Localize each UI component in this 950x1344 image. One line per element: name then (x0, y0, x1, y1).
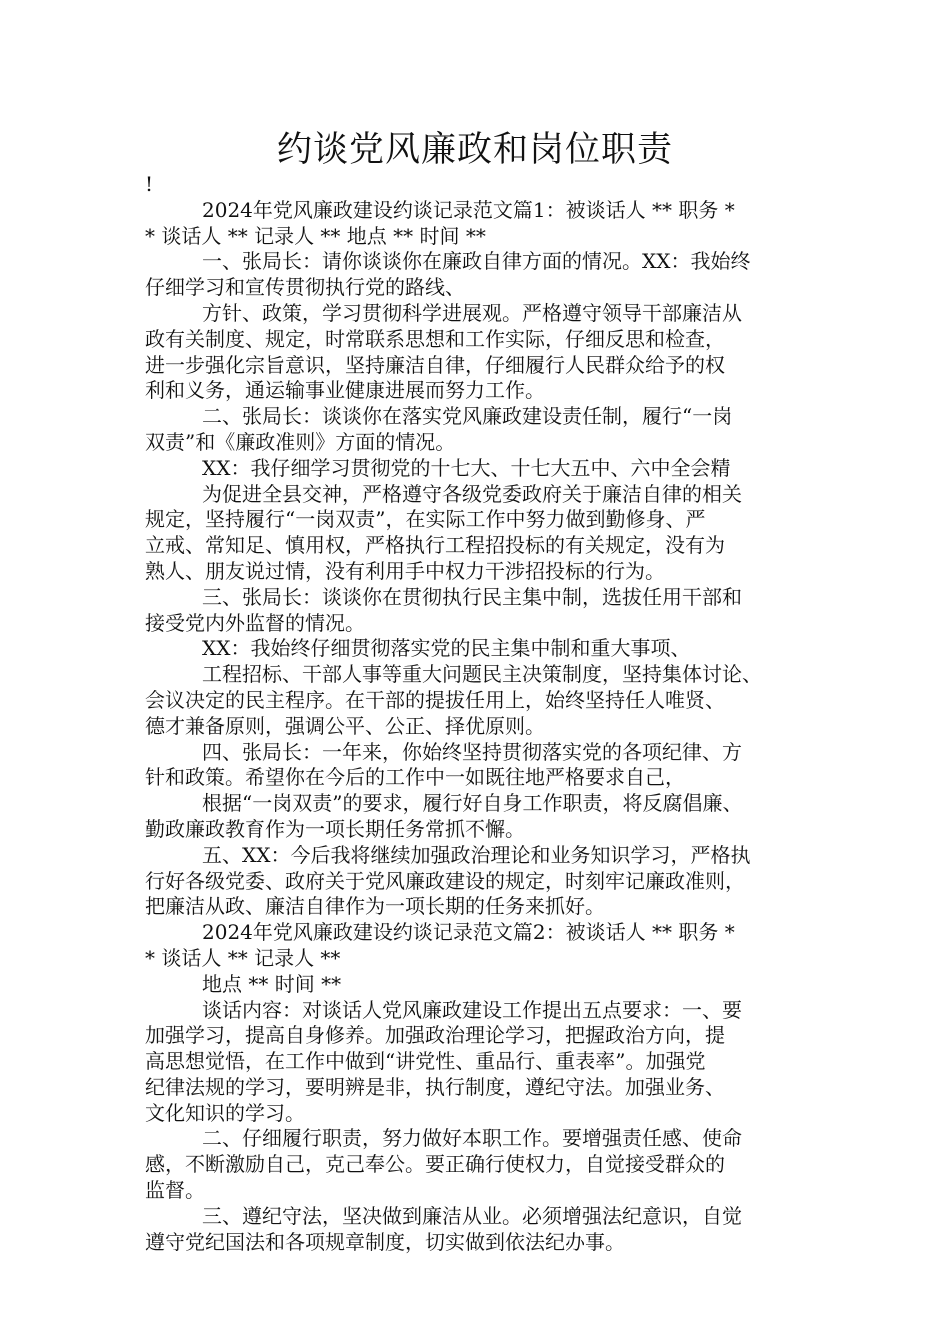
text-line: 行好各级党委、政府关于党风廉政建设的规定，时刻牢记廉政准则， (145, 868, 745, 893)
text-line: ! (145, 172, 154, 196)
document-body (145, 172, 809, 1255)
text-line: 感，不断激励自己，克己奉公。要正确行使权力，自觉接受群众的 (145, 1152, 725, 1177)
text-line: 根据“一岗双责”的要求，履行好自身工作职责，将反腐倡廉、 (202, 791, 743, 816)
text-line: 谈话内容：对谈话人党风廉政建设工作提出五点要求：一、要 (202, 997, 742, 1022)
text-line: 仔细学习和宣传贯彻执行党的路线、 (145, 275, 465, 300)
text-line: 接受党内外监督的情况。 (145, 610, 365, 635)
text-line: 二、张局长：谈谈你在落实党风廉政建设责任制，履行“一岗 (202, 404, 733, 429)
text-line: 文化知识的学习。 (145, 1100, 305, 1125)
text-line: 加强学习，提高自身修养。加强政治理论学习，把握政治方向，提 (145, 1023, 725, 1048)
text-line: 四、张局长：一年来，你始终坚持贯彻落实党的各项纪律、方 (202, 739, 742, 764)
text-line: 针和政策。希望你在今后的工作中一如既往地严格要求自己， (145, 765, 685, 790)
text-line: XX：我仔细学习贯彻党的十七大、十七大五中、六中全会精 (202, 455, 731, 480)
text-line: 监督。 (145, 1178, 205, 1203)
text-line: * 谈话人 ** 记录人 ** 地点 ** 时间 ** (145, 223, 486, 248)
text-line: 2024年党风廉政建设约谈记录范文篇1：被谈话人 ** 职务 * (202, 197, 735, 222)
text-line: XX：我始终仔细贯彻落实党的民主集中制和重大事项、 (202, 636, 691, 661)
document-title: 约谈党风廉政和岗位职责 (276, 130, 673, 170)
text-line: 遵守党纪国法和各项规章制度，切实做到依法纪办事。 (145, 1229, 625, 1254)
text-line: 政有关制度、规定，时常联系思想和工作实际，仔细反思和检查， (145, 326, 725, 351)
text-line: 三、张局长：谈谈你在贯彻执行民主集中制，选拔任用干部和 (202, 584, 742, 609)
text-line: 把廉洁从政、廉洁自律作为一项长期的任务来抓好。 (145, 894, 605, 919)
text-line: 为促进全县交神，严格遵守各级党委政府关于廉洁自律的相关 (202, 481, 742, 506)
text-line: 双责”和《廉政准则》方面的情况。 (145, 429, 456, 454)
text-line: * 谈话人 ** 记录人 ** (145, 945, 341, 970)
text-line: 五、XX：今后我将继续加强政治理论和业务知识学习，严格执 (202, 842, 751, 867)
text-line: 高思想觉悟，在工作中做到“讲党性、重品行、重表率”。加强党 (145, 1049, 706, 1074)
text-line: 一、张局长：请你谈谈你在廉政自律方面的情况。XX：我始终 (202, 249, 751, 274)
text-line: 利和义务，通运输事业健康进展而努力工作。 (145, 378, 545, 403)
text-line: 工程招标、干部人事等重大问题民主决策制度，坚持集体讨论、 (202, 662, 762, 687)
text-line: 地点 ** 时间 ** (202, 971, 342, 996)
text-line: 熟人、朋友说过情，没有利用手中权力干涉招投标的行为。 (145, 558, 665, 583)
text-line: 立戒、常知足、慎用权，严格执行工程招投标的有关规定，没有为 (145, 533, 725, 558)
text-line: 会议决定的民主程序。在干部的提拔任用上，始终坚持任人唯贤、 (145, 687, 725, 712)
text-line: 德才兼备原则，强调公平、公正、择优原则。 (145, 713, 545, 738)
text-line: 三、遵纪守法，坚决做到廉洁从业。必须增强法纪意识，自觉 (202, 1203, 742, 1228)
text-line: 规定，坚持履行“一岗双责”，在实际工作中努力做到勤修身、严 (145, 507, 706, 532)
text-line: 进一步强化宗旨意识，坚持廉洁自律，仔细履行人民群众给予的权 (145, 352, 725, 377)
text-line: 2024年党风廉政建设约谈记录范文篇2：被谈话人 ** 职务 * (202, 920, 735, 945)
text-line: 二、仔细履行职责，努力做好本职工作。要增强责任感、使命 (202, 1126, 742, 1151)
text-line: 方针、政策，学习贯彻科学进展观。严格遵守领导干部廉洁从 (202, 300, 742, 325)
text-line: 勤政廉政教育作为一项长期任务常抓不懈。 (145, 816, 525, 841)
text-line: 纪律法规的学习，要明辨是非，执行制度，遵纪守法。加强业务、 (145, 1074, 725, 1099)
